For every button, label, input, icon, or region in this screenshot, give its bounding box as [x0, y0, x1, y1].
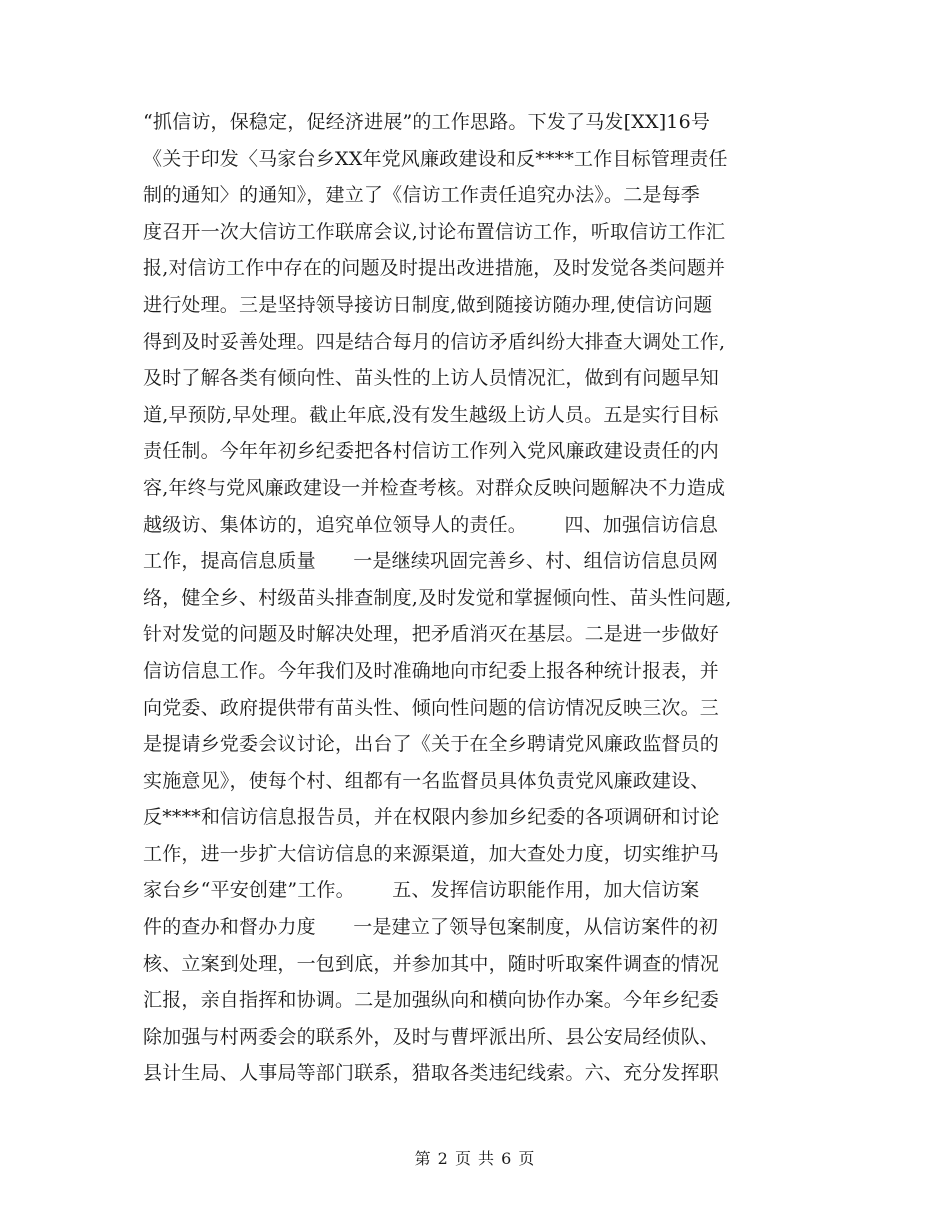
text-line: 信访信息工作。今年我们及时准确地向市纪委上报各种统计报表，并 [143, 659, 720, 682]
text-line: 制的通知〉的通知》，建立了《信访工作责任追究办法》。二是每季 [143, 184, 701, 207]
text-line: 县计生局、人事局等部门联系，猎取各类违纪线索。六、充分发挥职 [143, 1062, 720, 1085]
text-line: 及时了解各类有倾向性、苗头性的上访人员情况汇，做到有问题早知 [143, 367, 720, 390]
text-line: 反****和信访信息报告员，并在权限内参加乡纪委的各项调研和讨论 [143, 806, 720, 829]
text-line: 件的查办和督办力度 一是建立了领导包案制度，从信访案件的初 [143, 916, 719, 939]
text-line: 越级访、集体访的，追究单位领导人的责任。 四、加强信访信息 [143, 513, 719, 536]
text-line: 络，健全乡、村级苗头排查制度,及时发觉和掌握倾向性、苗头性问题, [143, 586, 732, 609]
text-line: 进行处理。三是坚持领导接访日制度,做到随接访随办理,使信访问题 [143, 293, 713, 316]
text-line: 责任制。今年年初乡纪委把各村信访工作列入党风廉政建设责任的内 [143, 440, 720, 463]
text-line: 《关于印发〈马家台乡XX年党风廉政建设和反****工作目标管理责任 [143, 147, 728, 170]
text-line: 容,年终与党风廉政建设一并检查考核。对群众反映问题解决不力造成 [143, 476, 726, 499]
text-line: “抓信访，保稳定，促经济进展”的工作思路。下发了马发[XX]16号 [143, 111, 711, 133]
text-line: 是提请乡党委会议讨论，出台了《关于在全乡聘请党风廉政监督员的 [143, 733, 720, 756]
text-line: 针对发觉的问题及时解决处理，把矛盾消灭在基层。二是进一步做好 [143, 623, 720, 646]
text-line: 向党委、政府提供带有苗头性、倾向性问题的信访情况反映三次。三 [143, 696, 720, 719]
document-body [143, 104, 823, 1092]
page-footer: 第 2 页 共 6 页 [414, 1149, 536, 1168]
text-line: 除加强与村两委会的联系外，及时与曹坪派出所、县公安局经侦队、 [143, 1025, 720, 1048]
text-line: 道,早预防,早处理。截止年底,没有发生越级上访人员。五是实行目标 [143, 403, 719, 426]
text-line: 得到及时妥善处理。四是结合每月的信访矛盾纠纷大排查大调处工作, [143, 330, 726, 353]
text-line: 工作，进一步扩大信访信息的来源渠道，加大查处力度，切实维护马 [143, 842, 720, 865]
text-line: 报,对信访工作中存在的问题及时提出改进措施，及时发觉各类问题并 [143, 257, 726, 280]
text-line: 度召开一次大信访工作联席会议,讨论布置信访工作，听取信访工作汇 [143, 220, 726, 243]
text-line: 核、立案到处理，一包到底，并参加其中，随时听取案件调查的情况 [143, 952, 720, 975]
text-line: 汇报，亲自指挥和协调。二是加强纵向和横向协作办案。今年乡纪委 [143, 989, 720, 1012]
text-line: 实施意见》，使每个村、组都有一名监督员具体负责党风廉政建设、 [143, 769, 710, 792]
text-line: 家台乡“平安创建”工作。 五、发挥信访职能作用，加大信访案 [143, 879, 700, 902]
text-line: 工作，提高信息质量 一是继续巩固完善乡、村、组信访信息员网 [143, 550, 719, 573]
